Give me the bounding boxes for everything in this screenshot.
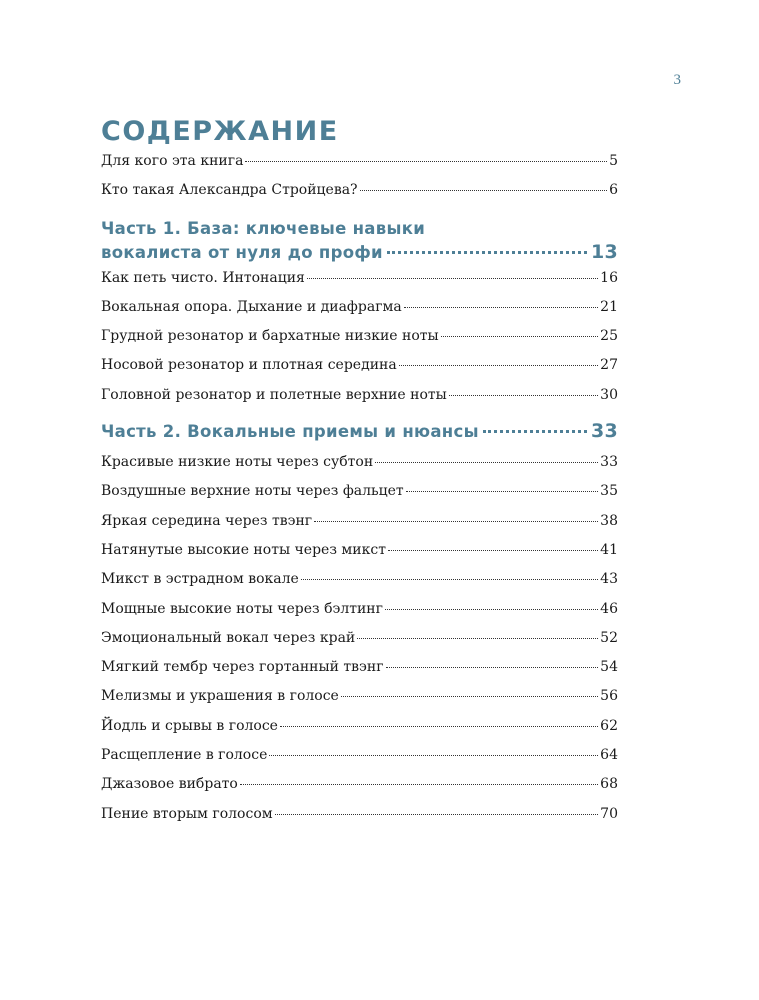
toc-entry-page: 5 <box>609 153 618 169</box>
dot-leader <box>280 725 598 727</box>
toc-entry-label: Микст в эстрадном вокале <box>101 571 299 588</box>
toc-entry-label: Головной резонатор и полетные верхние ноты <box>101 386 447 403</box>
toc-entry[interactable] <box>101 153 618 182</box>
toc-entry[interactable] <box>101 513 618 542</box>
dot-leader <box>245 160 607 162</box>
toc-entry[interactable] <box>101 299 618 328</box>
toc-entry-label: Джазовое вибрато <box>101 776 238 793</box>
toc-entry-page: 70 <box>600 805 618 822</box>
toc-entry-label: Яркая середина через твэнг <box>101 512 313 529</box>
toc-entry[interactable] <box>101 270 618 299</box>
dot-leader <box>388 549 598 551</box>
toc-entry-label: Пение вторым голосом <box>101 805 273 822</box>
toc-entry[interactable] <box>101 387 618 416</box>
dot-leader <box>314 520 598 522</box>
part-2-title: Часть 2. Вокальные приемы и нюансы <box>101 422 479 442</box>
toc-entry[interactable] <box>101 806 618 835</box>
toc-entry[interactable] <box>101 776 618 805</box>
dot-leader <box>240 783 598 785</box>
toc-entry-page: 21 <box>600 298 618 315</box>
toc-entry-page: 33 <box>600 454 618 471</box>
toc-entry-page: 25 <box>600 328 618 345</box>
part-1-page: 13 <box>590 240 618 263</box>
dot-leader <box>375 461 598 463</box>
dot-leader <box>386 666 599 668</box>
toc-entry-label: Воздушные верхние ноты через фальцет <box>101 483 404 500</box>
toc-entry-label: Красивые низкие ноты через субтон <box>101 454 374 471</box>
dot-leader <box>360 189 608 191</box>
toc-entry-label: Как петь чисто. Интонация <box>101 269 305 286</box>
toc-entry-label: Мелизмы и украшения в голосе <box>101 688 339 705</box>
toc-entry-label: Йодль и срывы в голосе <box>101 717 278 734</box>
toc-entry-page: 54 <box>600 659 618 676</box>
dot-leader <box>301 578 598 580</box>
toc-entry-page: 68 <box>600 776 618 793</box>
dot-leader <box>404 306 598 308</box>
dot-leader <box>399 364 598 366</box>
page-number: 3 <box>673 72 681 88</box>
toc-entry-page: 6 <box>609 182 618 199</box>
dot-leader <box>275 813 599 815</box>
part-1-title-line2: вокалиста от нуля до профи <box>101 242 383 262</box>
toc-entry-page: 56 <box>600 688 618 705</box>
toc-entry[interactable] <box>101 328 618 357</box>
toc-entry-label: Для кого эта книга <box>101 153 244 169</box>
toc-entry[interactable] <box>101 357 618 386</box>
toc-entry[interactable] <box>101 542 618 571</box>
toc-entry-page: 38 <box>600 512 618 529</box>
toc-entry-page: 35 <box>600 483 618 500</box>
toc-entry[interactable] <box>101 454 618 483</box>
toc-entry[interactable] <box>101 571 618 600</box>
table-of-contents <box>101 153 618 835</box>
toc-entry[interactable] <box>101 688 618 717</box>
dot-leader <box>357 637 598 639</box>
dot-leader <box>269 754 598 756</box>
toc-entry[interactable] <box>101 630 618 659</box>
toc-entry-page: 41 <box>600 541 618 558</box>
dot-leader <box>387 250 587 254</box>
toc-entry-page: 43 <box>600 571 618 588</box>
dot-leader <box>449 394 598 396</box>
toc-entry[interactable] <box>101 483 618 512</box>
toc-entry-page: 62 <box>600 717 618 734</box>
toc-entry-page: 64 <box>600 747 618 764</box>
toc-entry[interactable] <box>101 182 618 211</box>
part-1-heading[interactable] <box>101 216 618 268</box>
part-2-heading[interactable] <box>101 420 618 454</box>
toc-entry-label: Мягкий тембр через гортанный твэнг <box>101 659 384 676</box>
dot-leader <box>441 335 598 337</box>
toc-entry-label: Вокальная опора. Дыхание и диафрагма <box>101 298 402 315</box>
toc-entry[interactable] <box>101 718 618 747</box>
toc-entry[interactable] <box>101 601 618 630</box>
toc-entry-label: Кто такая Александра Стройцева? <box>101 182 358 199</box>
dot-leader <box>385 608 598 610</box>
dot-leader <box>406 490 598 492</box>
toc-entry-page: 16 <box>600 269 618 286</box>
toc-entry-label: Расщепление в голосе <box>101 747 268 764</box>
toc-entry[interactable] <box>101 747 618 776</box>
toc-entry-label: Эмоциональный вокал через край <box>101 629 356 646</box>
dot-leader <box>483 429 587 433</box>
toc-entry-label: Мощные высокие ноты через бэлтинг <box>101 600 383 617</box>
toc-entry-page: 30 <box>600 386 618 403</box>
toc-entry-label: Грудной резонатор и бархатные низкие ноты <box>101 328 439 345</box>
toc-entry-label: Носовой резонатор и плотная середина <box>101 357 397 374</box>
toc-entry-page: 27 <box>600 357 618 374</box>
toc-entry[interactable] <box>101 659 618 688</box>
toc-entry-page: 52 <box>600 629 618 646</box>
part-1-title-line1: Часть 1. База: ключевые навыки <box>101 218 426 238</box>
dot-leader <box>307 277 598 279</box>
part-2-page: 33 <box>590 420 618 443</box>
dot-leader <box>341 695 598 697</box>
toc-entry-label: Натянутые высокие ноты через микст <box>101 541 386 558</box>
page-title: СОДЕРЖАНИЕ <box>101 116 339 147</box>
toc-entry-page: 46 <box>600 600 618 617</box>
